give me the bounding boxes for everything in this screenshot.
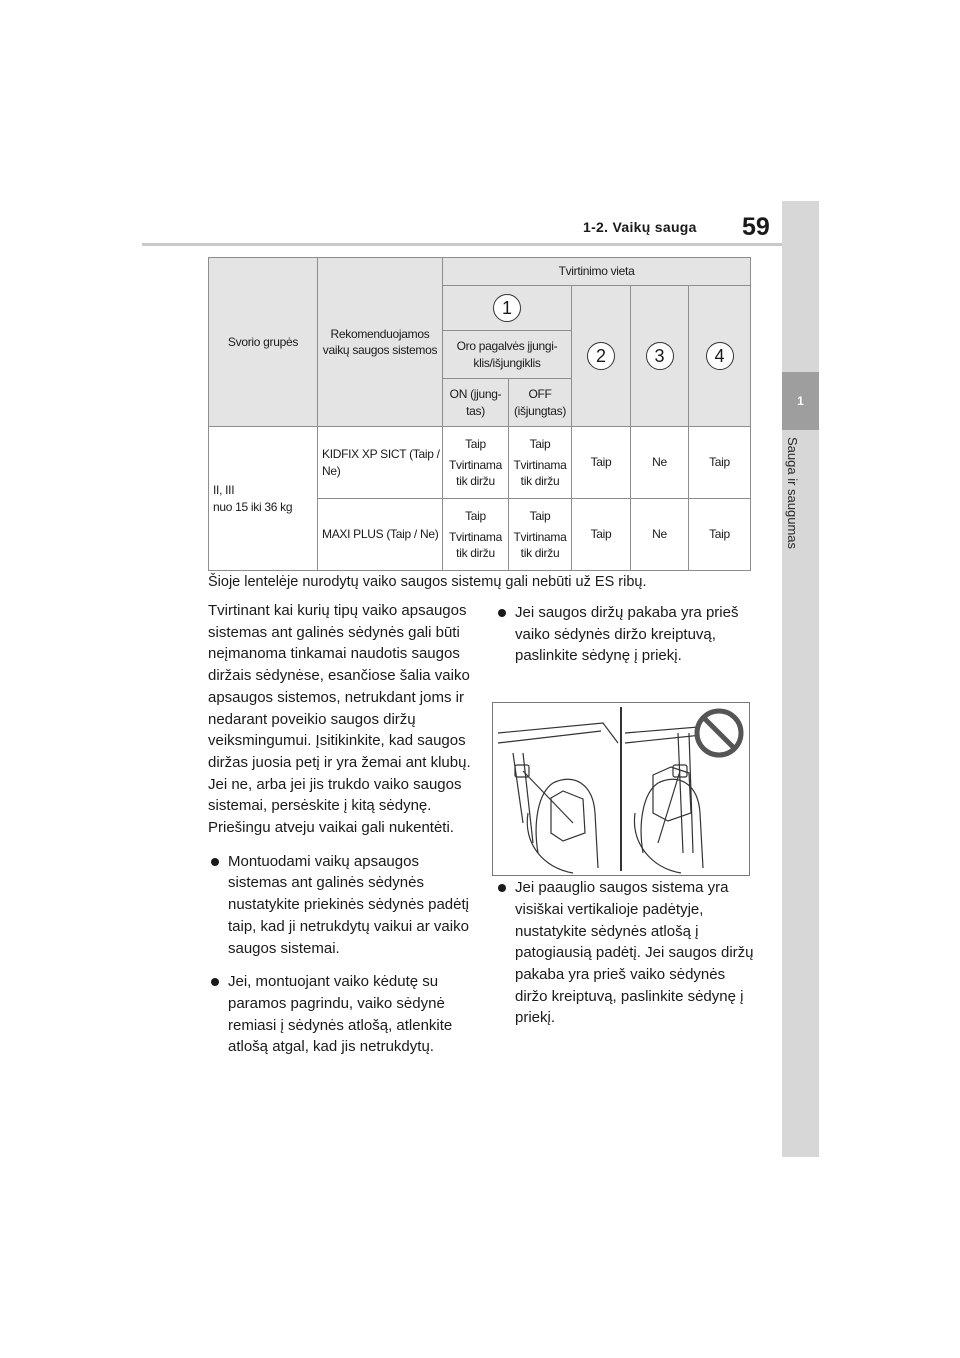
seat-4-value: Taip <box>689 499 751 571</box>
bullet-text: Jei paauglio saugos sistema yra visiškai vertikalioje padėtyje, nustatykite sėdynės atlošą į patogiausią padėtį. Jei saugos diržų pakaba yra prieš vaiko sėdynės diržo kreiptuvą, paslinkite sėdynę į priekį. <box>515 879 754 1027</box>
on-note: Tvirtinama tik diržu <box>448 457 502 489</box>
list-item <box>208 971 478 1058</box>
on-value: Taip <box>465 508 486 523</box>
on-note: Tvirtinama tik diržu <box>448 529 502 561</box>
prohibited-icon <box>697 711 741 755</box>
system-name: KIDFIX XP SICT (Taip / Ne) <box>318 427 443 499</box>
seat-4-header <box>689 286 751 427</box>
on-value: Taip <box>465 436 486 451</box>
bullet-text: Montuodami vaikų apsaugos sistemas ant galinės sėdynės nustatykite priekinės sėdynės padėtį taip, kad ji netrukdytų vaikui ar vaiko saugos sistemai. <box>228 852 469 957</box>
chapter-tab[interactable]: 1 <box>782 372 819 430</box>
seat-1-header <box>443 286 572 331</box>
list-item <box>495 602 755 667</box>
seat-2-value: Taip <box>572 499 631 571</box>
bullet-icon <box>211 858 219 866</box>
bullet-text: Jei saugos diržų pakaba yra prieš vaiko sėdynės diržo kreiptuvą, paslinkite sėdynę į priekį. <box>515 604 739 665</box>
system-name: MAXI PLUS (Taip / Ne) <box>318 499 443 571</box>
off-cell <box>509 427 572 499</box>
list-item <box>208 851 478 960</box>
page-number: 59 <box>742 213 770 241</box>
off-note: Tvirtinama tik diržu <box>513 529 567 561</box>
header-rule <box>142 243 782 246</box>
weight-range-label: nuo 15 iki 36 kg <box>213 499 293 514</box>
seat-4-value: Taip <box>689 427 751 499</box>
off-value: Taip <box>529 508 551 523</box>
seat-3-value: Ne <box>631 427 689 499</box>
seat-1-marker: 1 <box>493 294 521 322</box>
seat-3-marker: 3 <box>646 342 674 370</box>
header-weight-group: Svorio grupės <box>209 258 318 427</box>
table-caption: Šioje lentelėje nurodytų vaiko saugos sistemų gali nebūti už ES ribų. <box>208 574 647 590</box>
weight-group-label: II, III <box>213 483 235 498</box>
list-item <box>495 877 755 1029</box>
seat-2-value: Taip <box>572 427 631 499</box>
child-seat-table <box>208 257 751 571</box>
side-bar <box>782 201 819 1157</box>
switch-off-header: OFF (išjungtas) <box>509 379 572 427</box>
on-cell <box>443 499 509 571</box>
seat-4-marker: 4 <box>706 342 734 370</box>
seat-2-header <box>572 286 631 427</box>
seat-belt-illustration <box>492 702 750 876</box>
bullet-icon <box>498 609 506 617</box>
section-title: 1-2. Vaikų sauga <box>583 219 697 235</box>
off-value: Taip <box>529 436 551 451</box>
switch-on-header: ON (įjung-tas) <box>443 379 509 427</box>
weight-group-cell <box>209 427 318 571</box>
bullet-icon <box>498 884 506 892</box>
seat-3-header <box>631 286 689 427</box>
bullet-icon <box>211 978 219 986</box>
off-cell <box>509 499 572 571</box>
header-recommended-systems: Rekomenduojamos vaikų saugos sistemos <box>318 258 443 427</box>
airbag-switch-header: Oro pagalvės įjungi-klis/išjungiklis <box>443 331 572 379</box>
chapter-title: Sauga ir saugumas <box>785 437 800 550</box>
intro-paragraph: Tvirtinant kai kurių tipų vaiko apsaugos sistemas ant galinės sėdynės gali būti neįmanoma tinkamai naudotis saugos diržais sėdynėse, esančiose šalia vaiko apsaugos sistemos, netrukdant joms ir nedarant poveikio saugos diržų veiksmingumui. Įsitikinkite, kad saugos diržas juosia petį ir yra žemai ant klubų. Jei ne, arba jei jis trukdo vaiko saugos sistemai, persėskite į kitą sėdynę. Priešingu atveju vaikai gali nukentėti. <box>208 602 471 837</box>
header-mount-location: Tvirtinimo vieta <box>443 258 751 286</box>
off-note: Tvirtinama tik diržu <box>513 457 567 489</box>
bullet-text: Jei, montuojant vaiko kėdutę su paramos pagrindu, vaiko sėdynė remiasi į sėdynės atlošą, atlenkite atlošą atgal, kad jis netrukdytų. <box>228 973 453 1056</box>
seat-2-marker: 2 <box>587 342 615 370</box>
seat-3-value: Ne <box>631 499 689 571</box>
left-column <box>208 600 478 1070</box>
on-cell <box>443 427 509 499</box>
